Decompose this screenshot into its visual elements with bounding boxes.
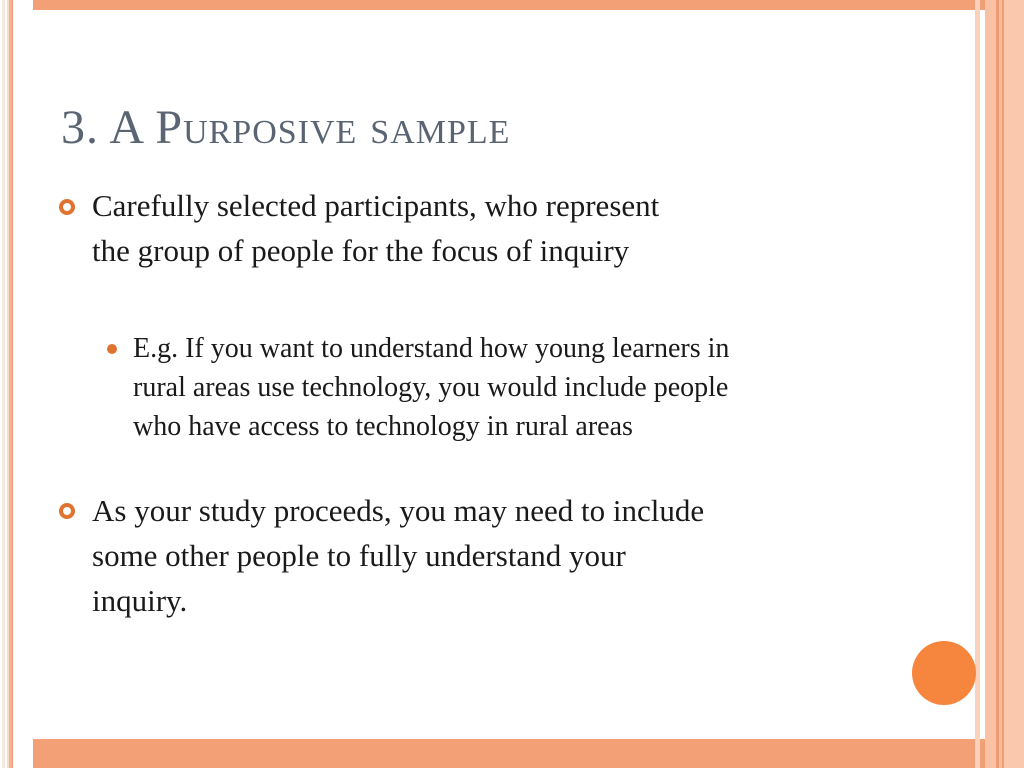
bullet-item-2: [92, 488, 704, 623]
bullet-line: who have access to technology in rural areas: [133, 411, 633, 442]
bullet-line: Carefully selected participants, who represent: [92, 188, 660, 223]
slide-title: 3. A Purposive sample: [61, 101, 511, 154]
bullet-line: some other people to fully understand your: [92, 538, 626, 573]
bullet-line: the group of people for the focus of inquiry: [92, 233, 630, 268]
sub-bullet-item: [133, 329, 729, 446]
top-border-band: [33, 0, 990, 10]
bullet-item-1: [92, 183, 659, 273]
left-edge-stripe-1: [2, 0, 5, 768]
bullet-ring-icon: [59, 199, 75, 215]
bullet-line: rural areas use technology, you would include people: [133, 372, 729, 403]
right-edge-stripe-2: [985, 0, 996, 768]
left-edge-stripe-4: [12, 0, 13, 768]
bullet-line: As your study proceeds, you may need to include: [92, 493, 705, 528]
bullet-ring-icon: [59, 503, 75, 519]
accent-circle: [912, 641, 976, 705]
bullet-line: E.g. If you want to understand how young learners in: [133, 333, 730, 364]
right-edge-stripe-1: [975, 0, 980, 768]
right-edge-stripe-6: [1004, 0, 1024, 768]
bottom-border-band: [33, 739, 990, 768]
bullet-line: inquiry.: [92, 583, 188, 618]
bullet-dot-icon: [107, 344, 117, 354]
